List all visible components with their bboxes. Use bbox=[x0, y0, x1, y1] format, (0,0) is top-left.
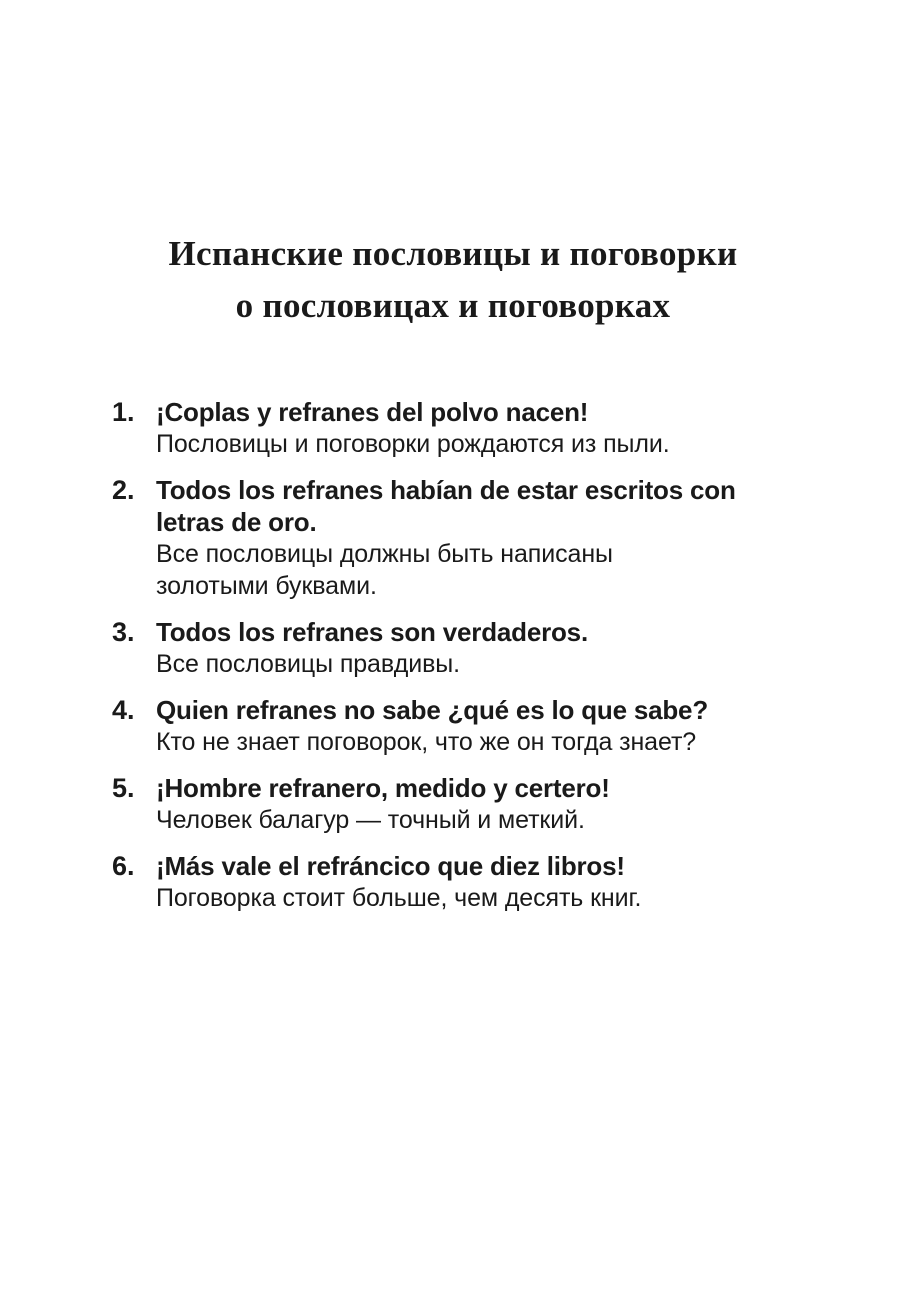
proverb-number: 6. bbox=[112, 851, 135, 881]
proverb-number: 5. bbox=[112, 773, 135, 803]
proverb-spanish-line: Quien refranes no sabe ¿qué es lo que sabe? bbox=[156, 695, 708, 725]
proverb-russian-line: золотыми буквами. bbox=[156, 572, 377, 600]
proverb-item-3 bbox=[112, 616, 812, 680]
proverb-item-5 bbox=[112, 772, 812, 836]
proverb-number: 2. bbox=[112, 475, 135, 505]
proverb-russian-line: Все пословицы правдивы. bbox=[156, 650, 461, 678]
proverb-spanish-line: ¡Más vale el refráncico que diez libros! bbox=[156, 851, 625, 881]
proverb-spanish-line: ¡Hombre refranero, medido y certero! bbox=[156, 773, 610, 803]
proverb-item-6 bbox=[112, 850, 812, 914]
proverb-number: 1. bbox=[112, 397, 135, 427]
proverb-number: 4. bbox=[112, 695, 135, 725]
proverb-russian-line: Поговорка стоит больше, чем десять книг. bbox=[156, 884, 642, 912]
proverb-russian-line: Кто не знает поговорок, что же он тогда знает? bbox=[156, 728, 697, 756]
proverb-item-1 bbox=[112, 396, 812, 460]
proverb-number: 3. bbox=[112, 617, 135, 647]
proverb-spanish-line: Todos los refranes habían de estar escritos con bbox=[156, 475, 736, 505]
proverb-spanish-line: letras de oro. bbox=[156, 507, 317, 537]
proverb-russian-line: Пословицы и поговорки рождаются из пыли. bbox=[156, 430, 670, 458]
proverb-item-4 bbox=[112, 694, 812, 758]
proverb-spanish-line: ¡Coplas y refranes del polvo nacen! bbox=[156, 397, 589, 427]
page-title bbox=[0, 228, 906, 332]
proverb-russian-line: Человек балагур — точный и меткий. bbox=[156, 806, 585, 834]
proverb-spanish-line: Todos los refranes son verdaderos. bbox=[156, 617, 588, 647]
title-line-1: Испанские пословицы и поговорки bbox=[168, 234, 738, 273]
proverb-item-2 bbox=[112, 474, 812, 602]
proverb-russian-line: Все пословицы должны быть написаны bbox=[156, 540, 613, 568]
title-line-2: о пословицах и поговорках bbox=[235, 286, 671, 325]
proverb-list bbox=[112, 396, 812, 928]
